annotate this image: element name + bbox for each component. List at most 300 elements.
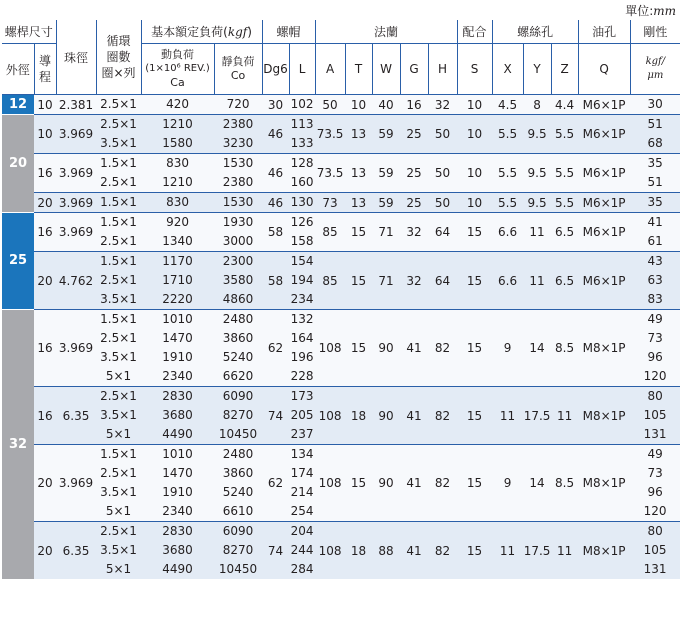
stiffness-cell bbox=[630, 213, 680, 252]
dg6-cell: 62 bbox=[262, 445, 289, 522]
bolt-z-cell: 5.5 bbox=[551, 115, 578, 154]
stiffness-cell-value: 35 bbox=[647, 195, 663, 209]
circuits-cell-value: 2.5×1 bbox=[100, 234, 137, 248]
nut-length-cell-value: 205 bbox=[290, 408, 314, 422]
table-row bbox=[2, 252, 680, 310]
table-row bbox=[2, 445, 680, 522]
dynamic-load-cell-value: 920 bbox=[166, 215, 189, 229]
circuits-cell-value: 3.5×1 bbox=[100, 292, 137, 306]
oil-hole-cell: M8×1P bbox=[578, 445, 630, 522]
static-load-cell bbox=[214, 115, 262, 154]
bolt-y-cell: 9.5 bbox=[523, 193, 551, 213]
bolt-x-cell: 11 bbox=[492, 387, 523, 445]
stiffness-cell bbox=[630, 95, 680, 115]
bolt-z-cell: 6.5 bbox=[551, 213, 578, 252]
static-load-cell-value: 1930 bbox=[222, 215, 254, 229]
nut-length-cell-value: 160 bbox=[290, 175, 314, 189]
stiffness-cell-value: 51 bbox=[647, 117, 663, 131]
circuits-cell-value: 1.5×1 bbox=[100, 447, 137, 461]
flange-g-cell: 16 bbox=[400, 95, 428, 115]
header-s: S bbox=[457, 44, 492, 95]
lead-cell: 16 bbox=[34, 154, 56, 193]
header-nut: 螺帽 bbox=[262, 20, 315, 44]
circuits-cell-value: 2.5×1 bbox=[100, 175, 137, 189]
stiffness-cell-value: 35 bbox=[647, 156, 663, 170]
header-ball-dia: 珠徑 bbox=[56, 20, 96, 95]
flange-w-cell: 59 bbox=[372, 154, 400, 193]
dg6-cell: 46 bbox=[262, 193, 289, 213]
header-q: Q bbox=[578, 44, 630, 95]
flange-a-cell: 73.5 bbox=[315, 115, 345, 154]
flange-g-cell: 25 bbox=[400, 193, 428, 213]
nut-length-cell-value: 194 bbox=[290, 273, 314, 287]
circuits-cell-value: 1.5×1 bbox=[100, 156, 137, 170]
ball-dia-cell: 2.381 bbox=[56, 95, 96, 115]
flange-a-cell: 73 bbox=[315, 193, 345, 213]
circuits-cell-value: 3.5×1 bbox=[100, 350, 137, 364]
dynamic-load-cell-value: 1470 bbox=[162, 466, 193, 480]
flange-t-cell: 15 bbox=[345, 252, 372, 310]
circuits-cell bbox=[96, 154, 141, 193]
outer-dia-cell: 32 bbox=[2, 310, 34, 580]
flange-h-cell: 32 bbox=[428, 95, 457, 115]
bolt-x-cell: 5.5 bbox=[492, 115, 523, 154]
header-screw-size: 螺桿尺寸 bbox=[2, 20, 56, 44]
circuits-cell bbox=[96, 252, 141, 310]
table-body bbox=[2, 95, 680, 580]
table-row bbox=[2, 387, 680, 445]
dynamic-load-cell-value: 1170 bbox=[162, 254, 193, 268]
circuits-cell bbox=[96, 213, 141, 252]
flange-w-cell: 90 bbox=[372, 445, 400, 522]
flange-h-cell: 50 bbox=[428, 115, 457, 154]
flange-w-cell: 90 bbox=[372, 310, 400, 387]
bolt-z-cell: 4.4 bbox=[551, 95, 578, 115]
stiffness-cell-value: 105 bbox=[643, 543, 667, 557]
bolt-x-cell: 9 bbox=[492, 445, 523, 522]
ball-screw-spec-table bbox=[2, 20, 680, 579]
dynamic-load-cell-value: 1470 bbox=[162, 331, 193, 345]
lead-cell: 16 bbox=[34, 213, 56, 252]
dg6-cell: 62 bbox=[262, 310, 289, 387]
flange-t-cell: 15 bbox=[345, 310, 372, 387]
flange-w-cell: 59 bbox=[372, 115, 400, 154]
static-load-cell bbox=[214, 193, 262, 213]
flange-t-cell: 10 bbox=[345, 95, 372, 115]
lead-cell: 16 bbox=[34, 310, 56, 387]
header-a: A bbox=[315, 44, 345, 95]
dynamic-load-cell bbox=[141, 445, 214, 522]
stiffness-cell-value: 63 bbox=[647, 273, 663, 287]
table-row bbox=[2, 213, 680, 252]
bolt-x-cell: 6.6 bbox=[492, 213, 523, 252]
circuits-cell-value: 2.5×1 bbox=[100, 466, 137, 480]
dynamic-load-cell bbox=[141, 154, 214, 193]
nut-length-cell-value: 254 bbox=[290, 504, 314, 518]
nut-length-cell-value: 133 bbox=[290, 136, 314, 150]
flange-h-cell: 82 bbox=[428, 310, 457, 387]
stiffness-cell-value: 96 bbox=[647, 350, 663, 364]
nut-length-cell-value: 244 bbox=[290, 543, 314, 557]
dynamic-load-cell bbox=[141, 252, 214, 310]
nut-length-cell-value: 102 bbox=[290, 97, 314, 111]
circuits-cell bbox=[96, 115, 141, 154]
circuits-cell-value: 5×1 bbox=[105, 504, 132, 518]
table-row bbox=[2, 115, 680, 154]
bolt-y-cell: 14 bbox=[523, 310, 551, 387]
unit-label: 單位:mm bbox=[625, 4, 676, 18]
stiffness-cell-value: 120 bbox=[643, 369, 667, 383]
oil-hole-cell: M6×1P bbox=[578, 193, 630, 213]
bolt-z-cell: 11 bbox=[551, 522, 578, 580]
static-load-cell-value: 1530 bbox=[222, 195, 254, 209]
stiffness-cell-value: 105 bbox=[643, 408, 667, 422]
lead-cell: 20 bbox=[34, 252, 56, 310]
bolt-z-cell: 6.5 bbox=[551, 252, 578, 310]
stiffness-cell-value: 83 bbox=[647, 292, 663, 306]
lead-cell: 16 bbox=[34, 387, 56, 445]
flange-w-cell: 59 bbox=[372, 193, 400, 213]
dynamic-load-cell-value: 2830 bbox=[162, 524, 193, 538]
stiffness-cell-value: 80 bbox=[647, 524, 663, 538]
stiffness-cell-value: 96 bbox=[647, 485, 663, 499]
nut-length-cell-value: 132 bbox=[290, 312, 314, 326]
circuits-cell-value: 2.5×1 bbox=[100, 273, 137, 287]
dynamic-load-cell-value: 1580 bbox=[162, 136, 193, 150]
bolt-z-cell: 8.5 bbox=[551, 445, 578, 522]
dynamic-load-cell bbox=[141, 95, 214, 115]
stiffness-cell-value: 73 bbox=[647, 331, 663, 345]
bolt-y-cell: 9.5 bbox=[523, 154, 551, 193]
flange-w-cell: 90 bbox=[372, 387, 400, 445]
lead-cell: 10 bbox=[34, 95, 56, 115]
oil-hole-cell: M6×1P bbox=[578, 154, 630, 193]
circuits-cell-value: 5×1 bbox=[105, 562, 132, 576]
circuits-cell-value: 1.5×1 bbox=[100, 195, 137, 209]
stiffness-cell-value: 73 bbox=[647, 466, 663, 480]
header-l: L bbox=[289, 44, 315, 95]
outer-dia-cell: 25 bbox=[2, 213, 34, 310]
bolt-y-cell: 11 bbox=[523, 213, 551, 252]
circuits-cell-value: 2.5×1 bbox=[100, 524, 137, 538]
circuits-cell-value: 2.5×1 bbox=[100, 389, 137, 403]
static-load-cell-value: 3860 bbox=[222, 331, 254, 345]
dynamic-load-cell-value: 3680 bbox=[162, 543, 193, 557]
nut-length-cell bbox=[289, 115, 315, 154]
dg6-cell: 30 bbox=[262, 95, 289, 115]
bolt-x-cell: 5.5 bbox=[492, 154, 523, 193]
header-stiffness: 剛性 bbox=[630, 20, 680, 44]
dynamic-load-cell-value: 3680 bbox=[162, 408, 193, 422]
circuits-cell-value: 1.5×1 bbox=[100, 312, 137, 326]
nut-length-cell-value: 237 bbox=[290, 427, 314, 441]
nut-length-cell-value: 234 bbox=[290, 292, 314, 306]
table-row bbox=[2, 310, 680, 387]
flange-h-cell: 64 bbox=[428, 213, 457, 252]
static-load-cell-value: 1530 bbox=[222, 156, 254, 170]
static-load-cell-value: 2380 bbox=[222, 117, 254, 131]
bolt-x-cell: 11 bbox=[492, 522, 523, 580]
header-dynamic-load: 動負荷 (1×10⁶ REV.) Ca bbox=[141, 44, 214, 95]
dynamic-load-cell bbox=[141, 310, 214, 387]
flange-h-cell: 50 bbox=[428, 154, 457, 193]
dynamic-load-cell bbox=[141, 213, 214, 252]
ball-dia-cell: 4.762 bbox=[56, 252, 96, 310]
circuits-cell bbox=[96, 522, 141, 580]
dynamic-load-cell-value: 1210 bbox=[162, 117, 193, 131]
static-load-cell-value: 3860 bbox=[222, 466, 254, 480]
oil-hole-cell: M6×1P bbox=[578, 115, 630, 154]
header-z: Z bbox=[551, 44, 578, 95]
flange-a-cell: 85 bbox=[315, 252, 345, 310]
dynamic-load-cell-value: 4490 bbox=[162, 427, 193, 441]
dynamic-load-cell-value: 1210 bbox=[162, 175, 193, 189]
static-load-cell bbox=[214, 445, 262, 522]
circuits-cell-value: 1.5×1 bbox=[100, 254, 137, 268]
static-load-cell bbox=[214, 95, 262, 115]
ball-dia-cell: 3.969 bbox=[56, 193, 96, 213]
dg6-cell: 58 bbox=[262, 213, 289, 252]
bolt-y-cell: 14 bbox=[523, 445, 551, 522]
stiffness-cell-value: 51 bbox=[647, 175, 663, 189]
header-t: T bbox=[345, 44, 372, 95]
nut-length-cell bbox=[289, 445, 315, 522]
stiffness-cell bbox=[630, 522, 680, 580]
flange-w-cell: 71 bbox=[372, 252, 400, 310]
dg6-cell: 74 bbox=[262, 387, 289, 445]
static-load-cell bbox=[214, 154, 262, 193]
static-load-cell-value: 8270 bbox=[222, 408, 254, 422]
static-load-cell-value: 4860 bbox=[222, 292, 254, 306]
flange-h-cell: 64 bbox=[428, 252, 457, 310]
flange-h-cell: 82 bbox=[428, 387, 457, 445]
header-lead: 導 程 bbox=[34, 44, 56, 95]
stiffness-cell bbox=[630, 115, 680, 154]
bolt-y-cell: 17.5 bbox=[523, 522, 551, 580]
static-load-cell-value: 10450 bbox=[218, 562, 258, 576]
dynamic-load-cell-value: 830 bbox=[166, 156, 189, 170]
nut-length-cell-value: 154 bbox=[290, 254, 314, 268]
ball-dia-cell: 6.35 bbox=[56, 522, 96, 580]
circuits-cell-value: 3.5×1 bbox=[100, 485, 137, 499]
dg6-cell: 46 bbox=[262, 154, 289, 193]
dynamic-load-cell-value: 1910 bbox=[162, 350, 193, 364]
static-load-cell bbox=[214, 522, 262, 580]
flange-g-cell: 41 bbox=[400, 310, 428, 387]
flange-h-cell: 82 bbox=[428, 522, 457, 580]
flange-g-cell: 25 bbox=[400, 154, 428, 193]
oil-hole-cell: M8×1P bbox=[578, 522, 630, 580]
nut-length-cell bbox=[289, 95, 315, 115]
flange-a-cell: 108 bbox=[315, 445, 345, 522]
static-load-cell-value: 6090 bbox=[222, 389, 254, 403]
circuits-cell bbox=[96, 95, 141, 115]
flange-g-cell: 41 bbox=[400, 445, 428, 522]
header-circuits: 循環 圈數 圈×列 bbox=[96, 20, 141, 95]
header-oil-hole: 油孔 bbox=[578, 20, 630, 44]
flange-w-cell: 40 bbox=[372, 95, 400, 115]
flange-t-cell: 15 bbox=[345, 213, 372, 252]
dynamic-load-cell-value: 2340 bbox=[162, 504, 193, 518]
header-basic-load: 基本額定負荷(kgf) bbox=[141, 20, 262, 44]
nut-length-cell bbox=[289, 213, 315, 252]
circuits-cell-value: 3.5×1 bbox=[100, 408, 137, 422]
table-header bbox=[2, 20, 680, 95]
static-load-cell bbox=[214, 213, 262, 252]
fit-s-cell: 10 bbox=[457, 95, 492, 115]
circuits-cell bbox=[96, 193, 141, 213]
fit-s-cell: 15 bbox=[457, 252, 492, 310]
header-x: X bbox=[492, 44, 523, 95]
bolt-z-cell: 11 bbox=[551, 387, 578, 445]
nut-length-cell bbox=[289, 154, 315, 193]
flange-h-cell: 50 bbox=[428, 193, 457, 213]
circuits-cell-value: 3.5×1 bbox=[100, 136, 137, 150]
nut-length-cell-value: 196 bbox=[290, 350, 314, 364]
bolt-z-cell: 8.5 bbox=[551, 310, 578, 387]
nut-length-cell-value: 113 bbox=[290, 117, 314, 131]
flange-t-cell: 15 bbox=[345, 445, 372, 522]
oil-hole-cell: M6×1P bbox=[578, 95, 630, 115]
circuits-cell bbox=[96, 387, 141, 445]
stiffness-cell-value: 80 bbox=[647, 389, 663, 403]
circuits-cell-value: 2.5×1 bbox=[100, 117, 137, 131]
bolt-x-cell: 9 bbox=[492, 310, 523, 387]
dg6-cell: 46 bbox=[262, 115, 289, 154]
static-load-cell bbox=[214, 310, 262, 387]
dynamic-load-cell-value: 1910 bbox=[162, 485, 193, 499]
nut-length-cell bbox=[289, 310, 315, 387]
table-row bbox=[2, 193, 680, 213]
lead-cell: 20 bbox=[34, 445, 56, 522]
table-row bbox=[2, 154, 680, 193]
flange-t-cell: 13 bbox=[345, 115, 372, 154]
static-load-cell-value: 720 bbox=[226, 97, 250, 111]
flange-g-cell: 41 bbox=[400, 522, 428, 580]
circuits-cell bbox=[96, 310, 141, 387]
header-y: Y bbox=[523, 44, 551, 95]
flange-a-cell: 85 bbox=[315, 213, 345, 252]
dynamic-load-cell bbox=[141, 115, 214, 154]
nut-length-cell-value: 126 bbox=[290, 215, 314, 229]
circuits-cell bbox=[96, 445, 141, 522]
oil-hole-cell: M6×1P bbox=[578, 252, 630, 310]
nut-length-cell-value: 130 bbox=[290, 195, 314, 209]
flange-a-cell: 108 bbox=[315, 387, 345, 445]
ball-dia-cell: 3.969 bbox=[56, 310, 96, 387]
stiffness-cell-value: 120 bbox=[643, 504, 667, 518]
flange-w-cell: 88 bbox=[372, 522, 400, 580]
oil-hole-cell: M8×1P bbox=[578, 310, 630, 387]
bolt-y-cell: 17.5 bbox=[523, 387, 551, 445]
oil-hole-cell: M8×1P bbox=[578, 387, 630, 445]
nut-length-cell-value: 128 bbox=[290, 156, 314, 170]
flange-t-cell: 18 bbox=[345, 522, 372, 580]
nut-length-cell bbox=[289, 193, 315, 213]
stiffness-cell bbox=[630, 445, 680, 522]
dynamic-load-cell bbox=[141, 193, 214, 213]
nut-length-cell bbox=[289, 252, 315, 310]
static-load-cell bbox=[214, 252, 262, 310]
dynamic-load-cell-value: 2220 bbox=[162, 292, 193, 306]
stiffness-cell bbox=[630, 154, 680, 193]
static-load-cell-value: 3000 bbox=[222, 234, 254, 248]
fit-s-cell: 15 bbox=[457, 387, 492, 445]
circuits-cell-value: 5×1 bbox=[105, 369, 132, 383]
fit-s-cell: 15 bbox=[457, 522, 492, 580]
dg6-cell: 74 bbox=[262, 522, 289, 580]
flange-t-cell: 13 bbox=[345, 154, 372, 193]
static-load-cell-value: 6090 bbox=[222, 524, 254, 538]
header-outer-dia: 外徑 bbox=[2, 44, 34, 95]
lead-cell: 10 bbox=[34, 115, 56, 154]
flange-h-cell: 82 bbox=[428, 445, 457, 522]
static-load-cell-value: 3580 bbox=[222, 273, 254, 287]
dynamic-load-cell-value: 1010 bbox=[162, 312, 193, 326]
circuits-cell-value: 2.5×1 bbox=[100, 97, 137, 111]
nut-length-cell-value: 173 bbox=[290, 389, 314, 403]
nut-length-cell bbox=[289, 522, 315, 580]
nut-length-cell-value: 174 bbox=[290, 466, 314, 480]
ball-dia-cell: 3.969 bbox=[56, 115, 96, 154]
dynamic-load-cell-value: 420 bbox=[166, 97, 189, 111]
dynamic-load-cell-value: 1710 bbox=[162, 273, 193, 287]
flange-g-cell: 32 bbox=[400, 213, 428, 252]
flange-w-cell: 71 bbox=[372, 213, 400, 252]
nut-length-cell-value: 164 bbox=[290, 331, 314, 345]
stiffness-cell bbox=[630, 193, 680, 213]
oil-hole-cell: M6×1P bbox=[578, 213, 630, 252]
static-load-cell-value: 2480 bbox=[222, 312, 254, 326]
dynamic-load-cell-value: 2340 bbox=[162, 369, 193, 383]
static-load-cell-value: 2380 bbox=[222, 175, 254, 189]
stiffness-cell-value: 49 bbox=[647, 447, 663, 461]
flange-a-cell: 73.5 bbox=[315, 154, 345, 193]
flange-t-cell: 13 bbox=[345, 193, 372, 213]
stiffness-cell-value: 131 bbox=[643, 562, 667, 576]
bolt-x-cell: 4.5 bbox=[492, 95, 523, 115]
circuits-cell-value: 2.5×1 bbox=[100, 331, 137, 345]
fit-s-cell: 15 bbox=[457, 213, 492, 252]
nut-length-cell-value: 158 bbox=[290, 234, 314, 248]
header-dg6: Dg6 bbox=[262, 44, 289, 95]
static-load-cell-value: 5240 bbox=[222, 485, 254, 499]
ball-dia-cell: 3.969 bbox=[56, 445, 96, 522]
static-load-cell-value: 8270 bbox=[222, 543, 254, 557]
lead-cell: 20 bbox=[34, 522, 56, 580]
stiffness-cell-value: 68 bbox=[647, 136, 663, 150]
stiffness-cell-value: 49 bbox=[647, 312, 663, 326]
bolt-y-cell: 8 bbox=[523, 95, 551, 115]
stiffness-cell bbox=[630, 387, 680, 445]
header-w: W bbox=[372, 44, 400, 95]
flange-a-cell: 108 bbox=[315, 310, 345, 387]
stiffness-cell-value: 30 bbox=[647, 97, 663, 111]
bolt-y-cell: 11 bbox=[523, 252, 551, 310]
circuits-cell-value: 5×1 bbox=[105, 427, 132, 441]
header-stiffness-unit: kgf/ μm bbox=[630, 44, 680, 95]
nut-length-cell-value: 228 bbox=[290, 369, 314, 383]
flange-a-cell: 108 bbox=[315, 522, 345, 580]
outer-dia-cell: 20 bbox=[2, 115, 34, 213]
flange-g-cell: 25 bbox=[400, 115, 428, 154]
outer-dia-cell: 12 bbox=[2, 95, 34, 115]
table-row bbox=[2, 522, 680, 580]
flange-t-cell: 18 bbox=[345, 387, 372, 445]
stiffness-cell-value: 61 bbox=[647, 234, 663, 248]
header-bolt-hole: 螺絲孔 bbox=[492, 20, 578, 44]
lead-cell: 20 bbox=[34, 193, 56, 213]
